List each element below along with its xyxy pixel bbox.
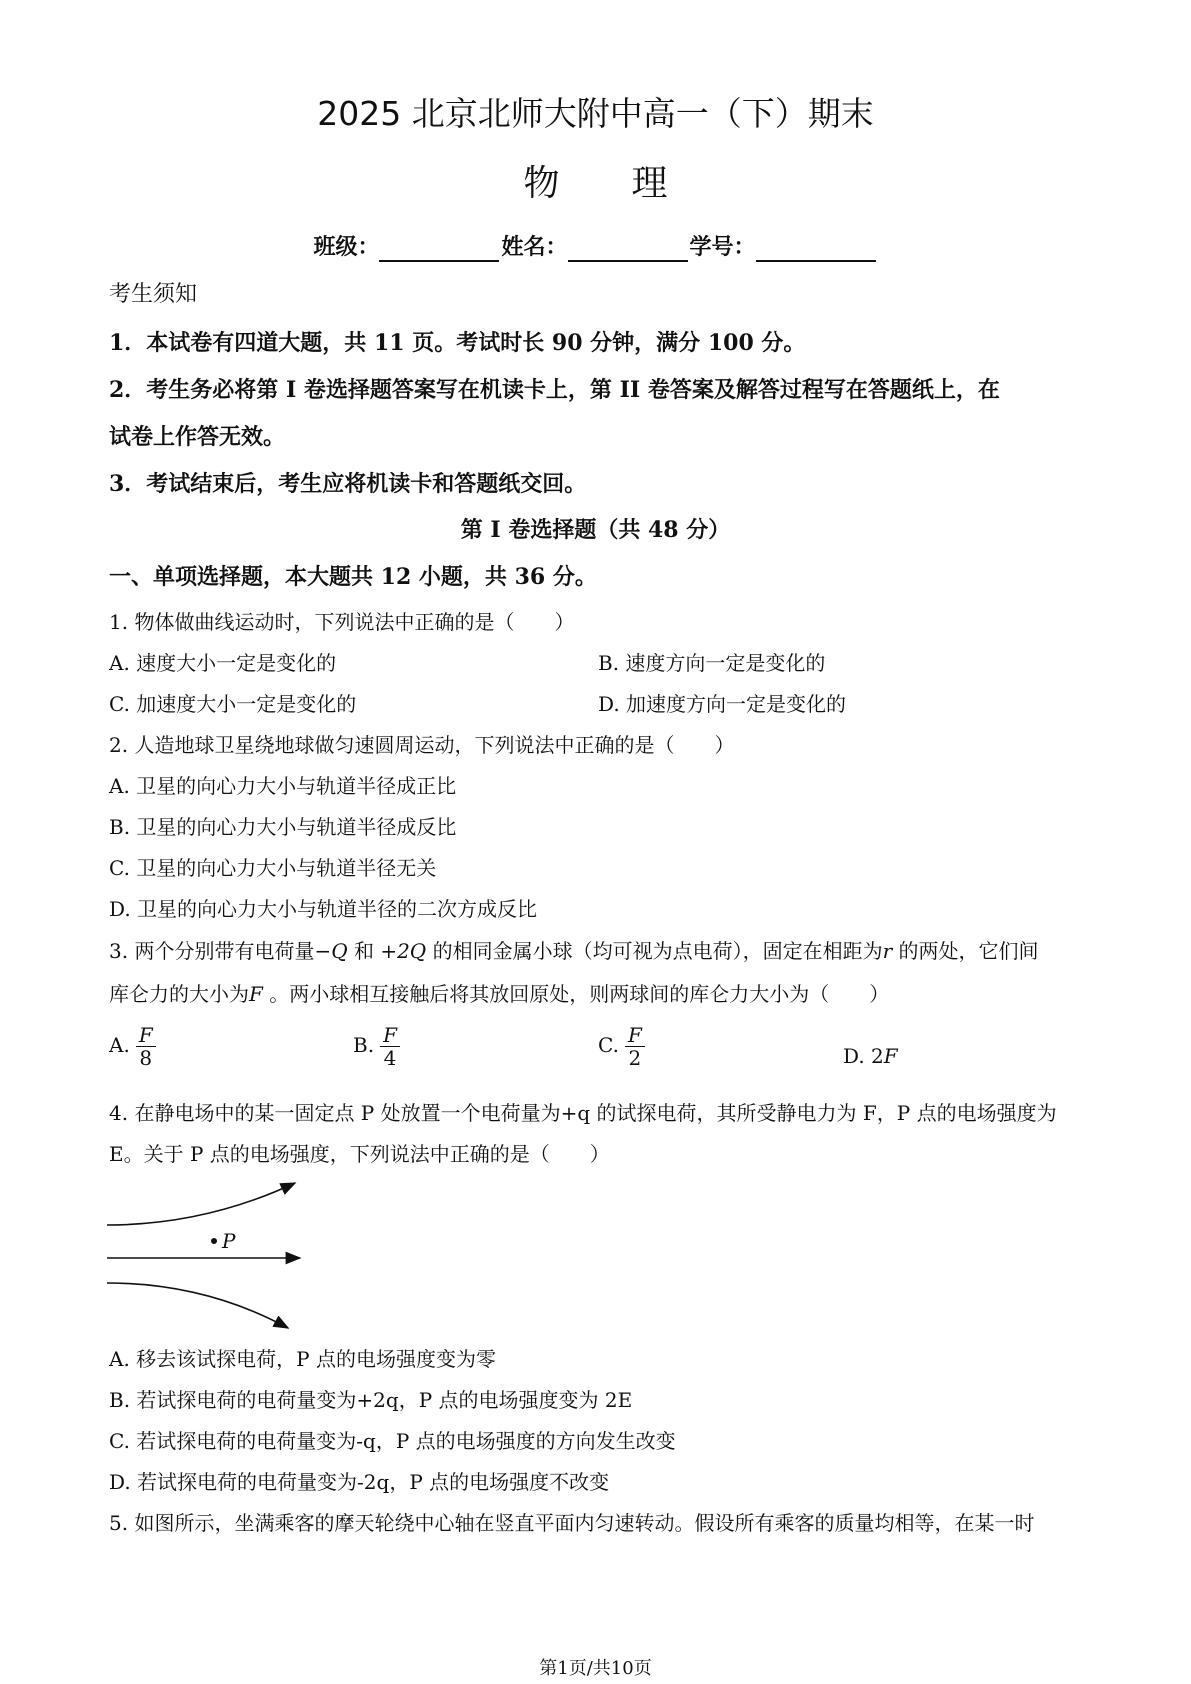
page-title: 2025 北京北师大附中高一（下）期末	[317, 94, 874, 133]
q3-text-3: 的相同金属小球（均可视为点电荷），固定在相距为	[426, 939, 883, 963]
q3-option-b-label: B.	[353, 1033, 375, 1057]
q3-option-d	[843, 1042, 898, 1070]
q3-option-a-label: A.	[109, 1033, 130, 1057]
page-number: 第1页/共10页	[539, 1658, 652, 1679]
fraction-denominator: 4	[383, 1046, 397, 1070]
section-title: 第 I 卷选择题（共 48 分）	[460, 517, 731, 543]
fraction-denominator: 8	[139, 1046, 153, 1070]
fraction-denominator: 2	[628, 1046, 642, 1070]
q2-stem: 2. 人造地球卫星绕地球做匀速圆周运动，下列说法中正确的是（ ）	[109, 733, 735, 757]
q3-text-2: 和	[347, 939, 381, 963]
q3-text-4: 的两处，它们间	[892, 939, 1039, 963]
q3-option-a-fraction	[136, 1024, 156, 1069]
q3-option-a	[109, 1024, 156, 1069]
q1-option-a: A. 速度大小一定是变化的	[109, 651, 337, 675]
q1-stem: 1. 物体做曲线运动时，下列说法中正确的是（ ）	[109, 610, 575, 634]
subject-title	[0, 162, 1191, 206]
q2-option-b: B. 卫星的向心力大小与轨道半径成反比	[109, 815, 457, 839]
fraction-numerator: F	[380, 1024, 400, 1047]
class-blank	[379, 238, 499, 262]
field-line-bottom	[107, 1283, 288, 1328]
fraction-numerator: F	[136, 1024, 156, 1047]
q3-option-b	[353, 1024, 400, 1069]
q1-option-c: C. 加速度大小一定是变化的	[109, 692, 357, 716]
q3-force-f: F	[249, 982, 263, 1006]
point-p-dot	[211, 1238, 217, 1244]
electric-field-diagram	[105, 1180, 305, 1340]
q3-text-6: 。两小球相互接触后将其放回原处，则两球间的库仑力大小为（ ）	[262, 982, 890, 1006]
subject-char-2: 理	[631, 163, 668, 204]
q2-option-a: A. 卫星的向心力大小与轨道半径成正比	[109, 774, 457, 798]
student-info-line	[0, 232, 1191, 262]
q3-option-b-fraction	[380, 1024, 400, 1069]
q4-option-a: A. 移去该试探电荷，P 点的电场强度变为零	[109, 1347, 496, 1371]
q4-option-d: D. 若试探电荷的电荷量变为-2q，P 点的电场强度不改变	[109, 1470, 610, 1494]
q3-option-d-label: D. 2	[843, 1044, 884, 1068]
q1-option-d: D. 加速度方向一定是变化的	[598, 692, 847, 716]
q3-charge-1: −Q	[314, 939, 348, 963]
q3-stem-line2	[109, 980, 889, 1008]
notice-item-1: 1．本试卷有四道大题，共 11 页。考试时长 90 分钟，满分 100 分。	[109, 330, 806, 356]
q3-option-c	[598, 1024, 645, 1069]
name-blank	[568, 238, 688, 262]
fraction-numerator: F	[625, 1024, 645, 1047]
id-blank	[756, 238, 876, 262]
q3-option-c-label: C.	[598, 1033, 619, 1057]
part-heading: 一、单项选择题，本大题共 12 小题，共 36 分。	[109, 564, 597, 590]
q4-stem-line1: 4. 在静电场中的某一固定点 P 处放置一个电荷量为+q 的试探电荷，其所受静电力为 F，P 点的电场强度为	[109, 1101, 1057, 1125]
q2-option-c: C. 卫星的向心力大小与轨道半径无关	[109, 856, 437, 880]
q3-option-d-var: F	[883, 1044, 898, 1068]
q2-option-d: D. 卫星的向心力大小与轨道半径的二次方成反比	[109, 897, 538, 921]
q3-charge-2: +2Q	[380, 939, 427, 963]
notice-heading: 考生须知	[109, 282, 198, 307]
name-label: 姓名：	[501, 234, 568, 260]
q3-text-5: 库仑力的大小为	[109, 982, 249, 1006]
q4-stem-line2: E。关于 P 点的电场强度，下列说法中正确的是（ ）	[109, 1142, 610, 1166]
q4-option-b: B. 若试探电荷的电荷量变为+2q，P 点的电场强度变为 2E	[109, 1388, 633, 1412]
q3-text-1: 3. 两个分别带有电荷量	[109, 939, 315, 963]
q5-stem-line1: 5. 如图所示，坐满乘客的摩天轮绕中心轴在竖直平面内匀速转动。假设所有乘客的质量均相等，在某一时	[109, 1511, 1035, 1535]
subject-char-1: 物	[523, 163, 560, 204]
q3-distance-r: r	[882, 939, 893, 963]
field-line-top	[107, 1183, 295, 1225]
q3-option-c-fraction	[625, 1024, 645, 1069]
q3-stem-line1	[109, 937, 1039, 965]
notice-item-2-cont: 试卷上作答无效。	[109, 424, 286, 450]
q1-option-b: B. 速度方向一定是变化的	[598, 651, 826, 675]
notice-item-3: 3．考试结束后，考生应将机读卡和答题纸交回。	[109, 471, 587, 497]
id-label: 学号：	[689, 234, 756, 260]
class-label: 班级：	[313, 234, 380, 260]
point-p-label: P	[222, 1229, 236, 1253]
notice-item-2: 2．考生务必将第 I 卷选择题答案写在机读卡上，第 II 卷答案及解答过程写在答题纸上，在	[109, 377, 1000, 403]
q4-option-c: C. 若试探电荷的电荷量变为-q，P 点的电场强度的方向发生改变	[109, 1429, 676, 1453]
